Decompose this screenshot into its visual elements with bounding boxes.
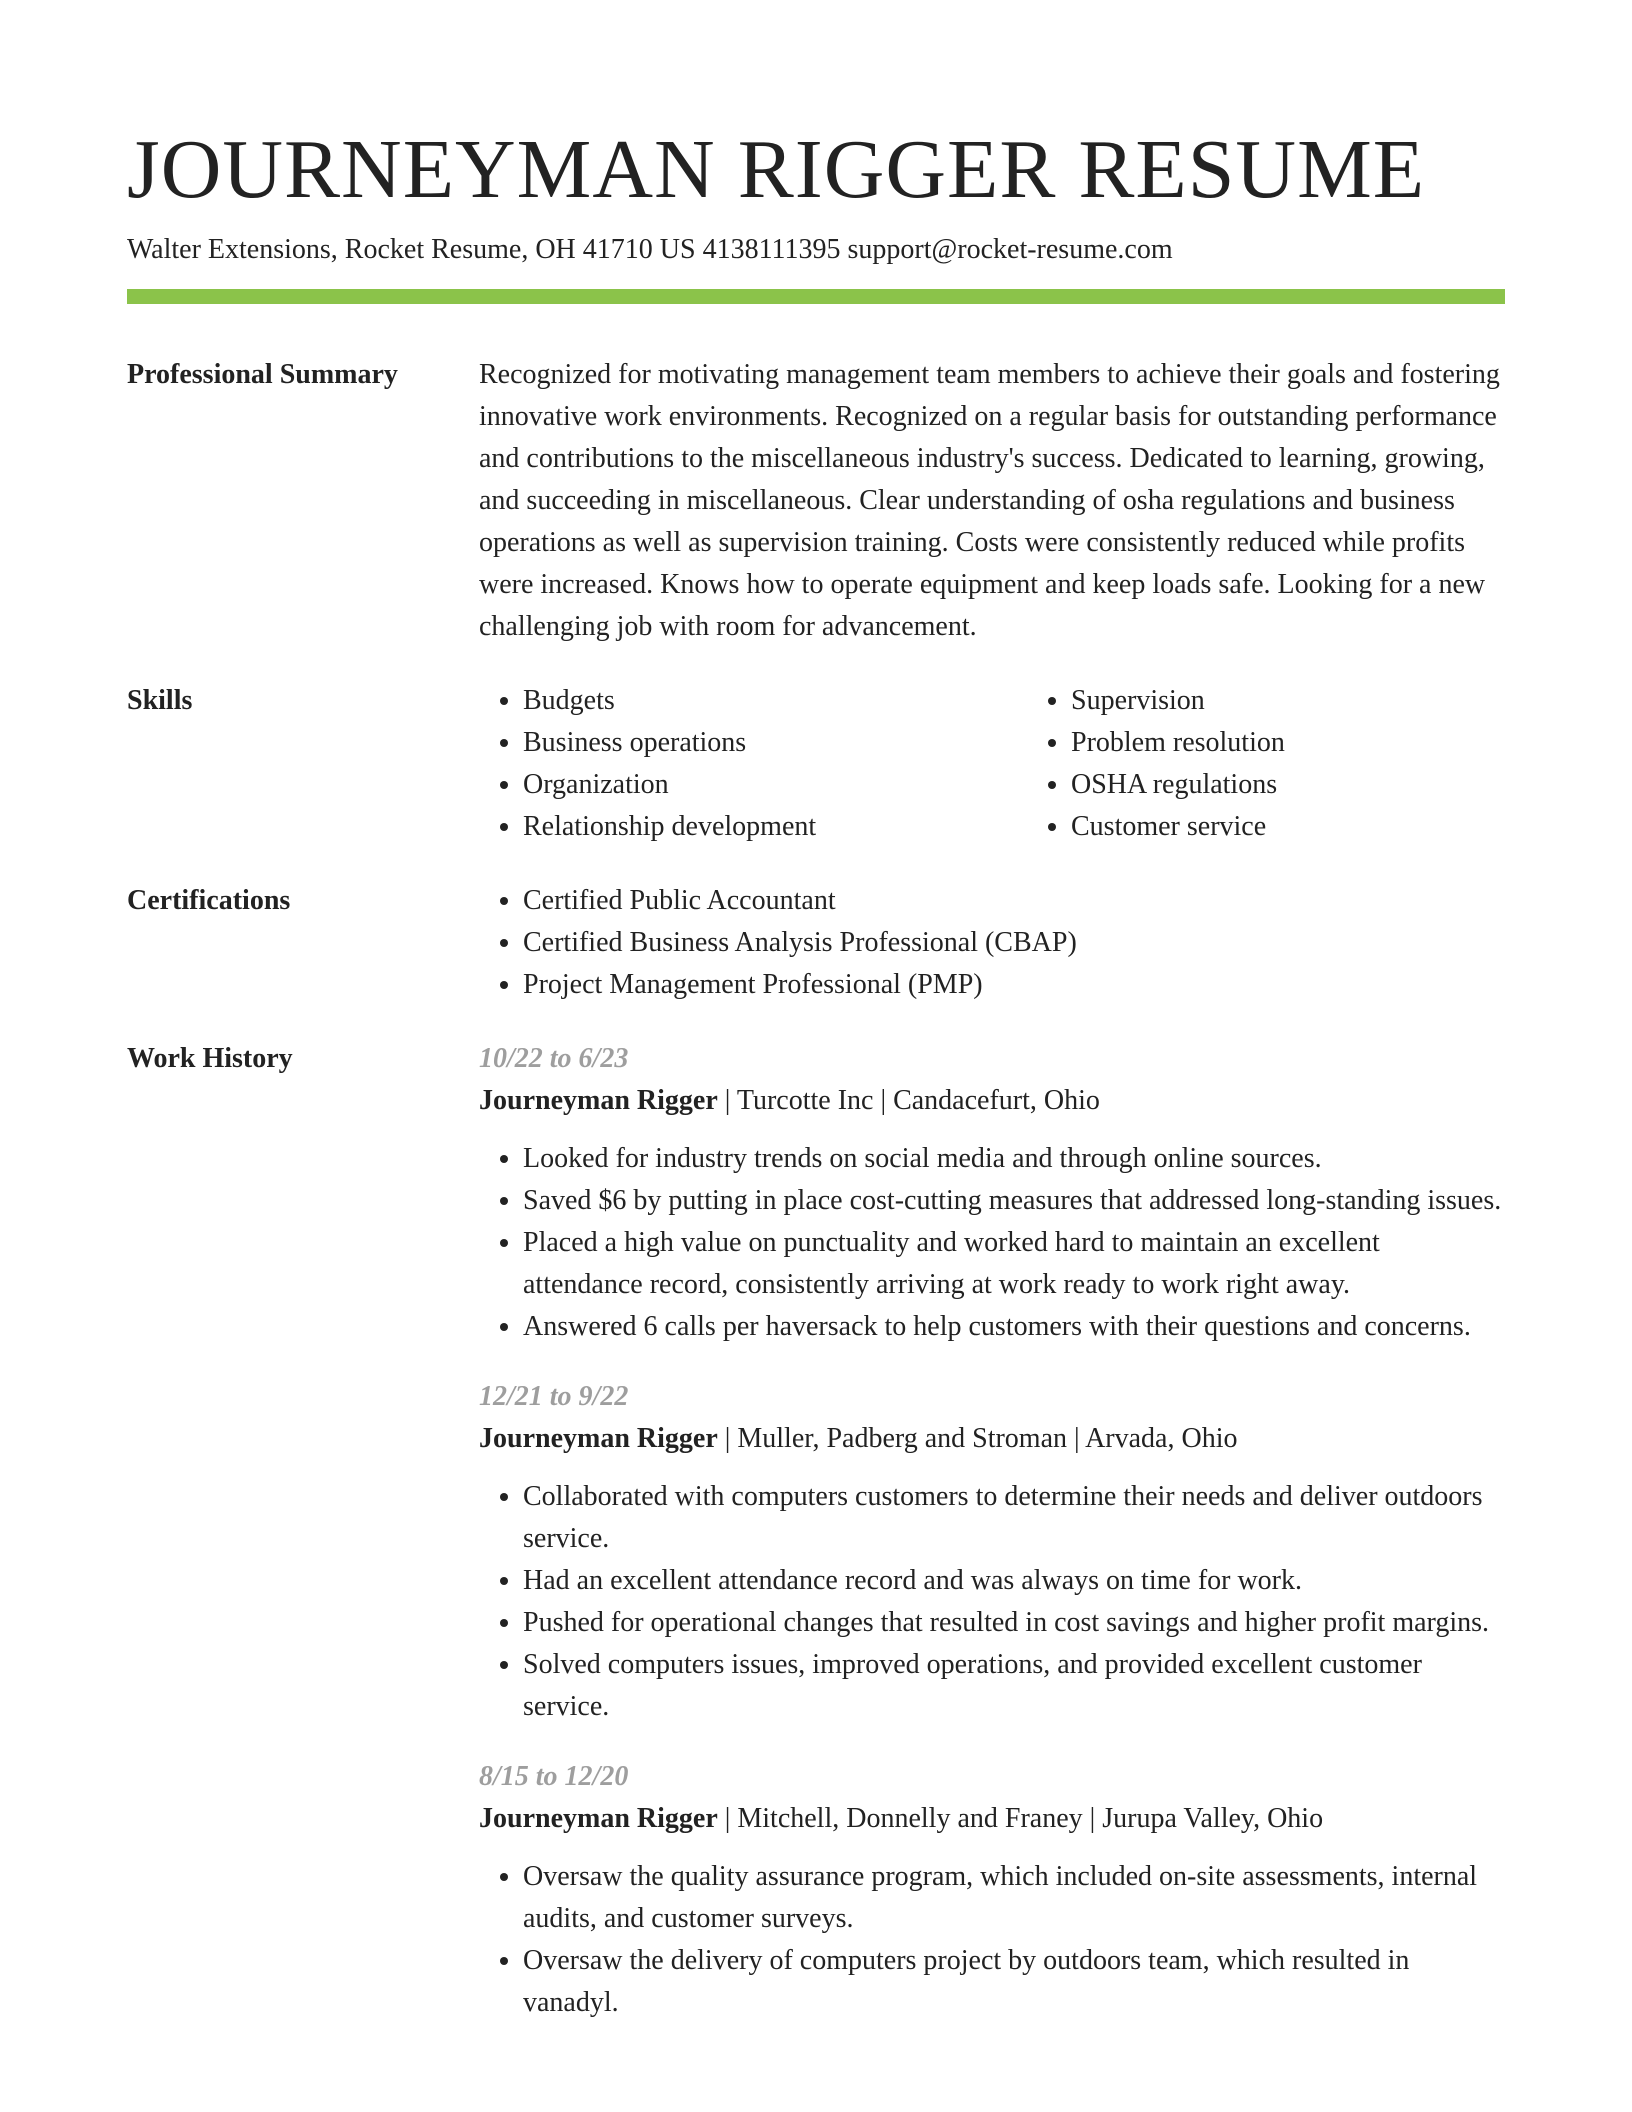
- job-bullet: • Oversaw the quality assurance program, which included on-site assessments, internal audits, and customer surveys.: [523, 1856, 1505, 1940]
- job-bullets: [479, 1476, 1505, 1728]
- contact-address: Walter Extensions, Rocket Resume, OH 41710 US: [127, 234, 696, 265]
- certification-item: • Project Management Professional (PMP): [523, 964, 1505, 1006]
- skills-column-1: [479, 680, 1027, 848]
- work-history-heading: Work History: [127, 1043, 293, 1074]
- certification-item: • Certified Public Accountant: [523, 880, 1505, 922]
- skill-item: • OSHA regulations: [1071, 764, 1575, 806]
- job-role: Journeyman Rigger: [479, 1803, 718, 1834]
- skill-item: • Organization: [523, 764, 1027, 806]
- job-title-line: [479, 1080, 1505, 1122]
- certifications-heading: Certifications: [127, 885, 291, 916]
- skills-section: [127, 680, 1505, 848]
- job-dates: 10/22 to 6/23: [479, 1043, 629, 1074]
- summary-section: [127, 354, 1505, 648]
- skill-item: • Problem resolution: [1071, 722, 1575, 764]
- resume-title: JOURNEYMAN RIGGER RESUME: [127, 123, 1426, 216]
- job-details: | Turcotte Inc | Candacefurt, Ohio: [717, 1085, 1100, 1116]
- job-bullet: • Placed a high value on punctuality and worked hard to maintain an excellent attendance record, consistently arriving at work ready to work right away.: [523, 1222, 1505, 1306]
- job-role: Journeyman Rigger: [479, 1423, 718, 1454]
- skill-item: • Supervision: [1071, 680, 1575, 722]
- skill-item: • Customer service: [1071, 806, 1575, 848]
- job-dates: 8/15 to 12/20: [479, 1761, 629, 1792]
- job-bullets: [479, 1138, 1505, 1348]
- job-bullet: • Collaborated with computers customers to determine their needs and deliver outdoors service.: [523, 1476, 1505, 1560]
- certifications-list: [479, 880, 1505, 1006]
- job-bullet: • Had an excellent attendance record and was always on time for work.: [523, 1560, 1505, 1602]
- job-bullet: • Pushed for operational changes that resulted in cost savings and higher profit margins.: [523, 1602, 1505, 1644]
- job-bullet: • Oversaw the delivery of computers project by outdoors team, which resulted in vanadyl.: [523, 1940, 1505, 2024]
- job-entry: [479, 1376, 1505, 1728]
- skill-item: • Relationship development: [523, 806, 1027, 848]
- job-bullet: • Answered 6 calls per haversack to help customers with their questions and concerns.: [523, 1306, 1505, 1348]
- job-entry: [479, 1756, 1505, 2024]
- accent-divider: [127, 289, 1505, 304]
- certification-item: • Certified Business Analysis Professional (CBAP): [523, 922, 1505, 964]
- job-role: Journeyman Rigger: [479, 1085, 718, 1116]
- job-bullet: • Solved computers issues, improved operations, and provided excellent customer service.: [523, 1644, 1505, 1728]
- job-title-line: [479, 1798, 1505, 1840]
- job-dates: 12/21 to 9/22: [479, 1381, 629, 1412]
- work-history-section: [127, 1038, 1505, 2024]
- skill-item: • Business operations: [523, 722, 1027, 764]
- skills-column-2: [1027, 680, 1575, 848]
- skills-heading: Skills: [127, 685, 193, 716]
- job-bullet: • Saved $6 by putting in place cost-cutting measures that addressed long-standing issues.: [523, 1180, 1505, 1222]
- job-bullet: • Looked for industry trends on social media and through online sources.: [523, 1138, 1505, 1180]
- contact-phone: 4138111395: [702, 234, 841, 265]
- job-entry: [479, 1038, 1505, 1348]
- job-details: | Mitchell, Donnelly and Franey | Jurupa Valley, Ohio: [717, 1803, 1324, 1834]
- summary-heading: Professional Summary: [127, 359, 398, 390]
- contact-email[interactable]: support@rocket-resume.com: [847, 234, 1173, 265]
- job-title-line: [479, 1418, 1505, 1460]
- summary-text: Recognized for motivating management team members to achieve their goals and fostering innovative work environments. Recognized on a regular basis for outstanding performance and contributions to the miscellaneous industry's success. Dedicated to learning, growing, and succeeding in miscellaneous. Clear understanding of osha regulations and business operations as well as supervision training. Costs were consistently reduced while profits were increased. Knows how to operate equipment and keep loads safe. Looking for a new challenging job with room for advancement.: [479, 359, 1500, 642]
- skill-item: • Budgets: [523, 680, 1027, 722]
- job-bullets: [479, 1856, 1505, 2024]
- contact-line: [127, 230, 1505, 270]
- job-details: | Muller, Padberg and Stroman | Arvada, Ohio: [717, 1423, 1238, 1454]
- certifications-section: [127, 880, 1505, 1006]
